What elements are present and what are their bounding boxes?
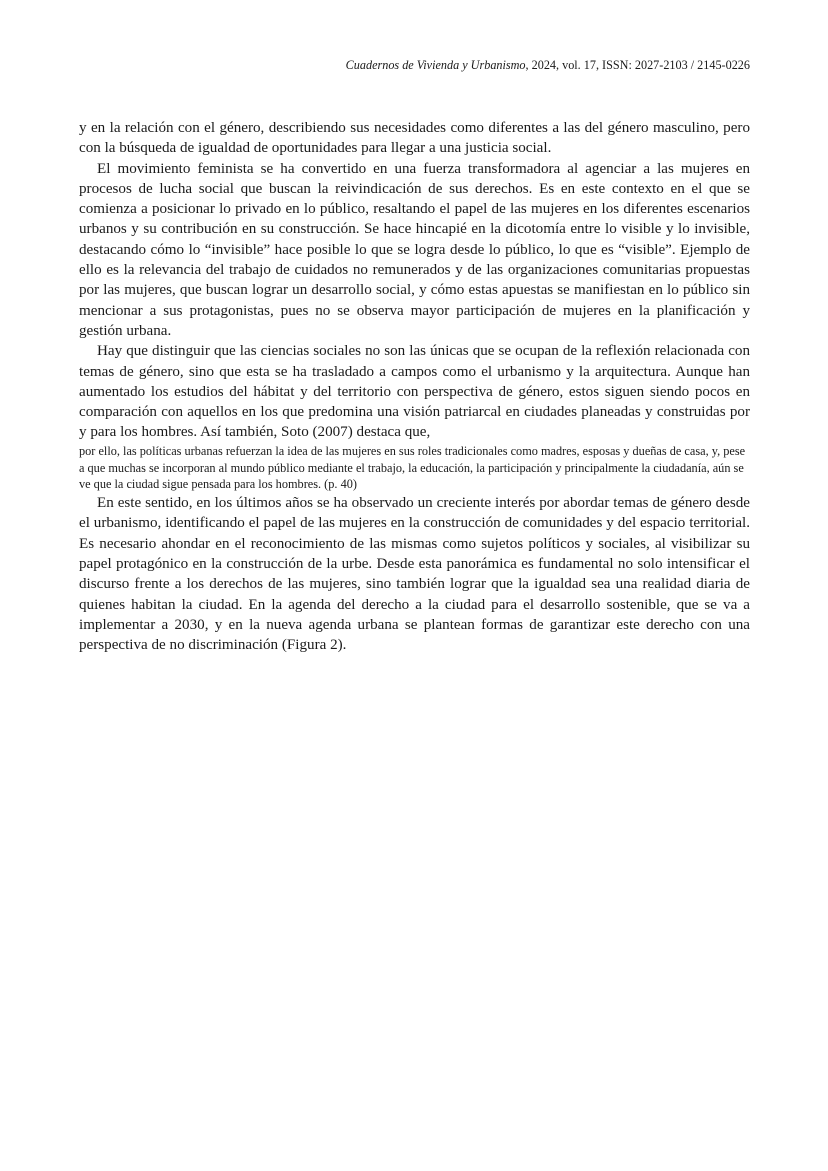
running-header	[346, 57, 750, 73]
article-body	[79, 118, 750, 656]
block-quote-soto: por ello, las políticas urbanas refuerzan la idea de las mujeres en sus roles tradicionales como madres, esposas y dueñas de casa, y, pese a que muchas se incorporan al mundo público mediante el trabajo, la educación, la participación y principalmente la ciudadanía, aún se ve que la ciudad sigue pensada para los hombres. (p. 40)	[79, 443, 746, 492]
journal-details: , 2024, vol. 17, ISSN: 2027-2103 / 2145-0226	[525, 58, 750, 72]
journal-name: Cuadernos de Vivienda y Urbanismo	[345, 58, 526, 72]
paragraph-feminist-movement: El movimiento feminista se ha convertido en una fuerza transformadora al agenciar a las mujeres en procesos de lucha social que buscan la reivindicación de sus derechos. Es en este contexto en el que se comienza a posicionar lo privado en lo público, resaltando el papel de las mujeres en los diferentes escenarios urbanos y su contribución en su construcción. Se hace hincapié en la dicotomía entre lo visible y lo invisible, destacando cómo lo “invisible” hace posible lo que se logra desde lo público, lo que es “visible”. Ejemplo de ello es la relevancia del trabajo de cuidados no remunerados y de las organizaciones comunitarias propuestas por las mujeres, que buscan lograr un desarrollo social, y cómo estas apuestas se manifiestan en lo público sin mencionar a sus protagonistas, pues no se observa mayor participación de mujeres en la planificación y gestión urbana.	[79, 160, 750, 339]
paragraph-continuation: y en la relación con el género, describiendo sus necesidades como diferentes a las del género masculino, pero con la búsqueda de igualdad de oportunidades para llegar a una justicia social.	[79, 120, 750, 157]
paragraph-social-sciences: Hay que distinguir que las ciencias sociales no son las únicas que se ocupan de la reflexión relacionada con temas de género, sino que esta se ha trasladado a campos como el urbanismo y la arquitectura. Aunque han aumentado los estudios del hábitat y del territorio con perspectiva de género, estos siguen siendo pocos en comparación con aquellos en los que predomina una visión patriarcal en ciudades planeadas y construidas por y para los hombres. Así también, Soto (2007) destaca que,	[79, 343, 750, 441]
paragraph-urbanism-interest: En este sentido, en los últimos años se ha observado un creciente interés por abordar temas de género desde el urbanismo, identificando el papel de las mujeres en la construcción de comunidades y del espacio territorial. Es necesario ahondar en el reconocimiento de las mismas como sujetos políticos y sociales, al visibilizar su papel protagónico en la construcción de la urbe. Desde esta panorámica es fundamental no solo intensificar el discurso frente a los derechos de las mujeres, sino también lograr que la igualdad sea una realidad diaria de quienes habitan la ciudad. En la agenda del derecho a la ciudad para el desarrollo sostenible, que se va a implementar a 2030, y en la nueva agenda urbana se plantean formas de garantizar este derecho con una perspectiva de no discriminación (Figura 2).	[79, 495, 750, 654]
